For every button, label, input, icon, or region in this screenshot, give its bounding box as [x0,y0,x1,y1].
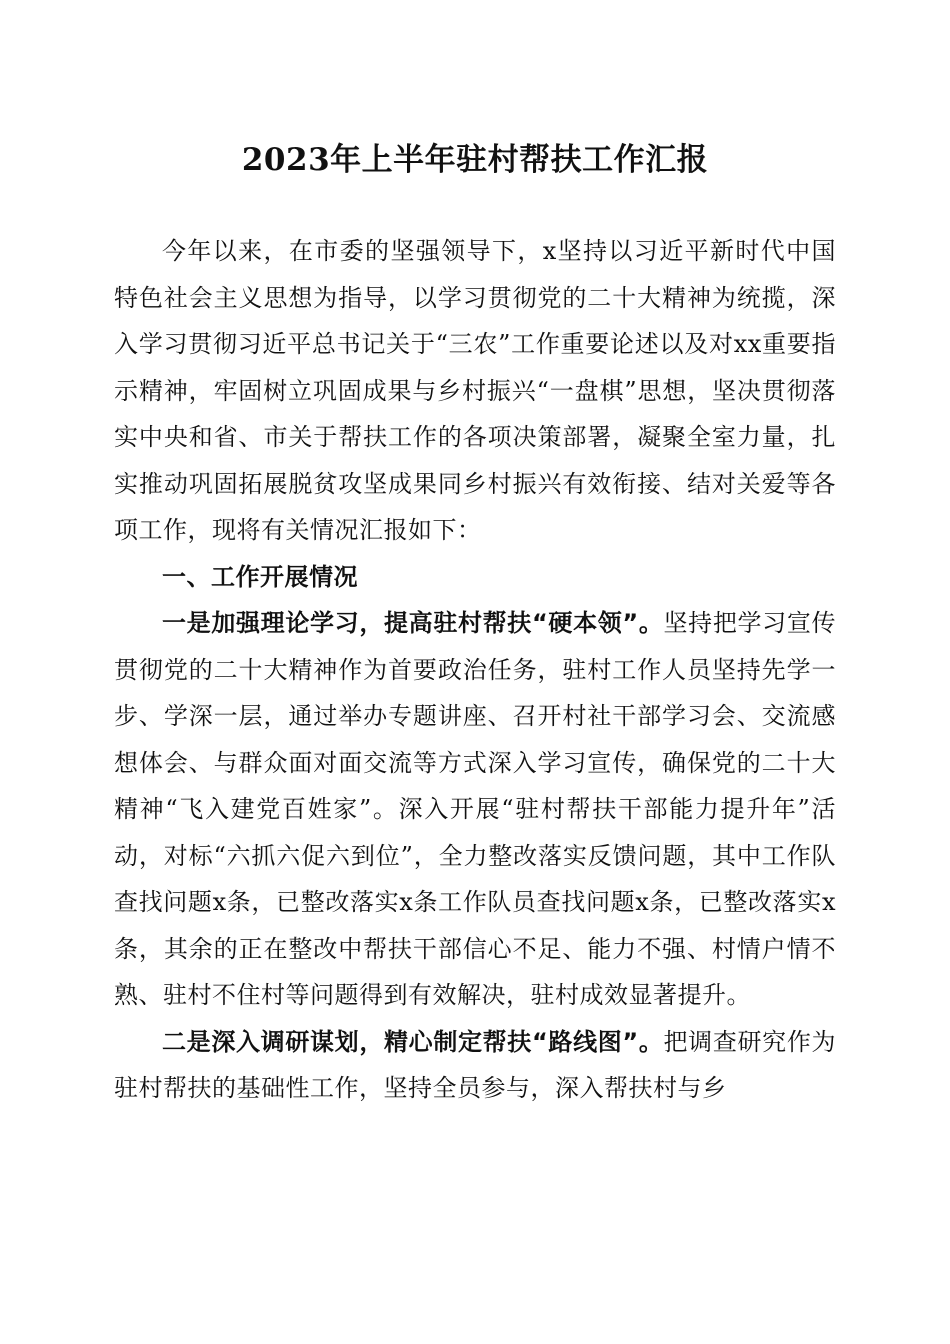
intro-paragraph: 今年以来，在市委的坚强领导下，x坚持以习近平新时代中国特色社会主义思想为指导，以学习贯彻党的二十大精神为统揽，深入学习贯彻习近平总书记关于“三农”工作重要论述以及对xx重要指示精神，牢固树立巩固成果与乡村振兴“一盘棋”思想，坚决贯彻落实中央和省、市关于帮扶工作的各项决策部署，凝聚全室力量，扎实推动巩固拓展脱贫攻坚成果同乡村振兴有效衔接、结对关爱等各项工作，现将有关情况汇报如下： [114,237,836,544]
item-paragraph-1 [114,600,836,1019]
section-heading: 一、工作开展情况 [162,562,358,591]
item-lead-2: 二是深入调研谋划，精心制定帮扶“路线图”。 [162,1027,664,1056]
item-lead-1: 一是加强理论学习，提高驻村帮扶“硬本领”。 [162,609,664,637]
document-title: 2023年上半年驻村帮扶工作汇报 [241,142,709,178]
document-body [114,228,836,1112]
item-body-2: 把调查研究作为驻村帮扶的基础性工作，坚持全员参与，深入帮扶村与乡 [114,1027,837,1102]
item-paragraph-2 [114,1019,836,1112]
item-body-1: 坚持把学习宣传贯彻党的二十大精神作为首要政治任务，驻村工作人员坚持先学一步、学深一层，通过举办专题讲座、召开村社干部学习会、交流感想体会、与群众面对面交流等方式深入学习宣传，确保党的二十大精神“飞入建党百姓家”。深入开展“驻村帮扶干部能力提升年”活动，对标“六抓六促六到位”，全力整改落实反馈问题，其中工作队查找问题x条，已整改落实x条工作队员查找问题x条，已整改落实x条，其余的正在整改中帮扶干部信心不足、能力不强、村情户情不熟、驻村不住村等问题得到有效解决，驻村成效显著提升。 [114,609,837,1009]
